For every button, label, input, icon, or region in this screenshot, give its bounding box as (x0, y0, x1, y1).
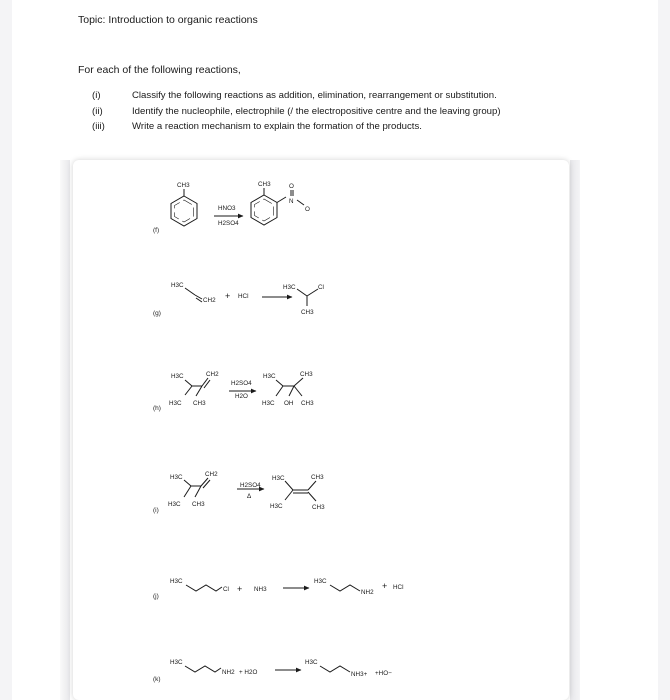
group-label: H3C (263, 373, 276, 380)
group-label: H3C (169, 400, 182, 407)
nitro-nitrogen-label: N (289, 198, 294, 205)
group-label: CH3 (301, 309, 314, 316)
group-label: CH2 (206, 371, 219, 378)
reagent-label: + H2O (239, 669, 258, 676)
group-label: CH3 (300, 371, 313, 378)
reagent-label: H2O (235, 393, 248, 400)
topic-heading: Topic: Introduction to organic reactions (78, 14, 258, 26)
benzene-ring (171, 196, 197, 226)
group-label: H3C (272, 475, 285, 482)
group-label: H3C (168, 501, 181, 508)
benzene-ring-inner (175, 200, 194, 222)
group-label: NH3+ (351, 671, 368, 678)
plus-sign: + (382, 581, 388, 591)
plus-sign: + (237, 584, 243, 594)
task-number: (ii) (92, 105, 103, 117)
group-label: CH3 (301, 400, 314, 407)
reagent-label: H2SO4 (240, 482, 261, 489)
task-text: Write a reaction mechanism to explain the formation of the products. (132, 121, 422, 132)
reaction-label: (h) (153, 405, 161, 412)
group-label: CH3 (193, 400, 206, 407)
reaction-label: (k) (153, 676, 161, 683)
benzene-ring-inner (255, 199, 274, 221)
byproduct-label: +HO− (375, 670, 392, 677)
group-label: Cl (318, 284, 324, 291)
nitro-oxygen-label: O (305, 206, 310, 213)
reaction-label: (g) (153, 310, 161, 317)
nitro-oxygen-label: O (289, 183, 294, 190)
byproduct-label: HCl (393, 584, 404, 591)
intro-text: For each of the following reactions, (78, 64, 241, 76)
group-label: CH3 (311, 474, 324, 481)
reaction-j-structures (186, 585, 360, 591)
benzene-ring (251, 195, 277, 225)
group-label: Cl (223, 586, 229, 593)
group-label: H3C (171, 282, 184, 289)
group-label: H3C (171, 373, 184, 380)
reagent-label: NH3 (254, 586, 267, 593)
reagent-label: Δ (247, 493, 252, 500)
methyl-label: CH3 (258, 181, 271, 188)
reaction-label: (i) (153, 507, 159, 514)
group-label: CH2 (205, 471, 218, 478)
group-label: H3C (270, 503, 283, 510)
reagent-label: H2SO4 (231, 380, 252, 387)
task-number: (i) (92, 90, 101, 101)
group-label: H3C (314, 578, 327, 585)
group-label: H3C (170, 659, 183, 666)
reaction-k-structures (185, 666, 350, 672)
group-label: NH2 (361, 589, 374, 596)
group-label: CH3 (312, 504, 325, 511)
group-label: H3C (170, 578, 183, 585)
task-text: Identify the nucleophile, electrophile (/ the electropositive centre and the leaving group) (132, 105, 501, 117)
reagent-label: H2SO4 (218, 220, 239, 227)
task-text: Classify the following reactions as addition, elimination, rearrangement or substitution. (132, 90, 497, 101)
reaction-label: (j) (153, 593, 159, 600)
group-label: H3C (305, 659, 318, 666)
task-number: (iii) (92, 121, 105, 132)
plus-sign: + (225, 291, 231, 301)
reaction-label: (f) (153, 227, 160, 234)
group-label: H3C (170, 474, 183, 481)
group-label: OH (284, 400, 294, 407)
group-label: H3C (283, 284, 296, 291)
methyl-label: CH3 (177, 182, 190, 189)
group-label: CH3 (192, 501, 205, 508)
reagent-label: HCl (238, 293, 249, 300)
group-label: CH2 (203, 297, 216, 304)
reagent-label: HNO3 (218, 205, 236, 212)
group-label: H3C (262, 400, 275, 407)
group-label: NH2 (222, 669, 235, 676)
